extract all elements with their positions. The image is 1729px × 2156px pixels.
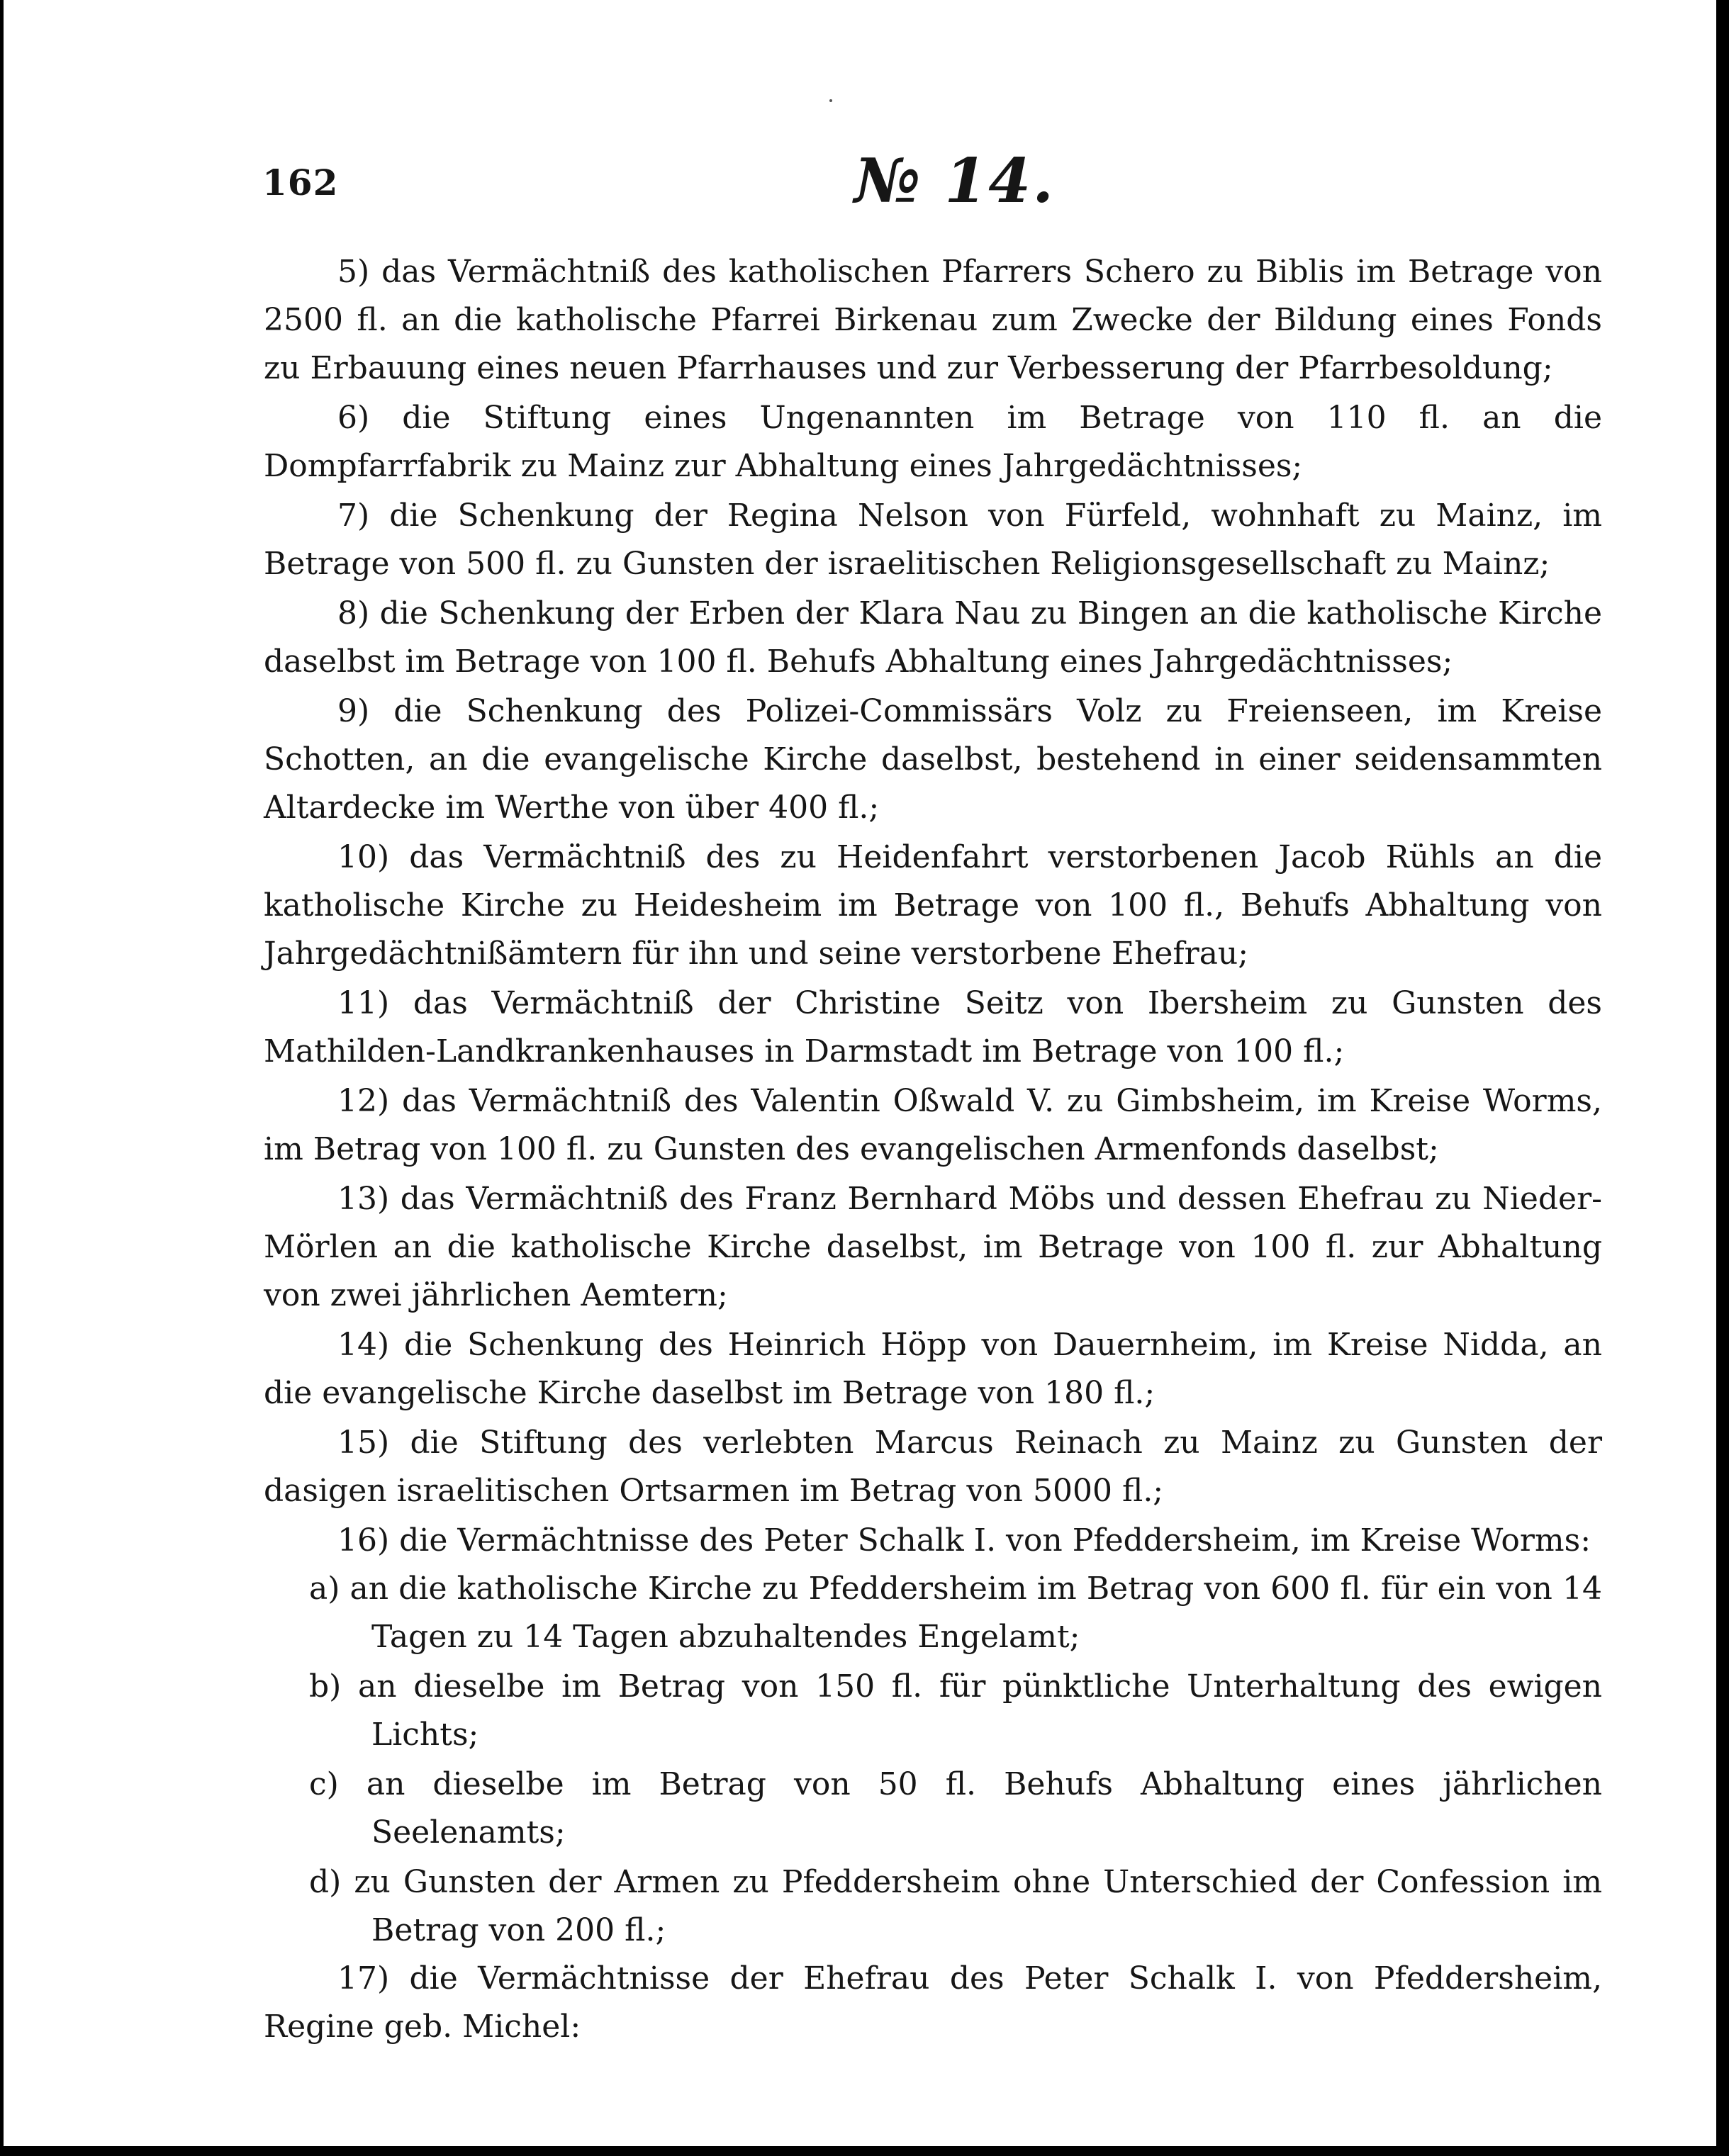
entry-16: 16) die Vermächtnisse des Peter Schalk I. von Pfeddersheim, im Kreise Worms: xyxy=(337,1522,1591,1559)
scan-border-right xyxy=(1716,0,1729,2156)
scan-border-bottom xyxy=(0,2146,1729,2156)
entry-12: 12) das Vermächtniß des Valentin Oßwald V. zu Gimbsheim, im Kreise Worms, im Betrag von 100 fl. zu Gunsten des evangelischen Armenfonds daselbst; xyxy=(264,1083,1602,1167)
entry-8: 8) die Schenkung der Erben der Klara Nau zu Bingen an die katholische Kirche daselbst im Betrage von 100 fl. Behufs Abhaltung eines Jahrgedächtnisses; xyxy=(264,595,1602,680)
page-number: 162 xyxy=(262,162,339,203)
scan-border-left xyxy=(0,0,4,2156)
issue-number: № 14. xyxy=(854,145,1056,217)
sub-entry-d: d) zu Gunsten der Armen zu Pfeddersheim ohne Unterschied der Confession im Betrag von 200 fl.; xyxy=(309,1864,1602,1948)
entry-5: 5) das Vermächtniß des katholischen Pfarrers Schero zu Biblis im Betrage von 2500 fl. an die katholische Pfarrei Birkenau zum Zwecke der Bildung eines Fonds zu Erbauung eines neuen Pfarrhauses und zur Verbesserung der Pfarrbesoldung; xyxy=(264,254,1602,386)
entry-6: 6) die Stiftung eines Ungenannten im Betrage von 110 fl. an die Dompfarrfabrik zu Mainz zur Abhaltung eines Jahrgedächtnisses; xyxy=(264,400,1602,484)
scan-speck xyxy=(829,99,832,102)
entry-15: 15) die Stiftung des verlebten Marcus Reinach zu Mainz zu Gunsten der dasigen israelitischen Ortsarmen im Betrag von 5000 fl.; xyxy=(264,1425,1602,1509)
sub-entry-b: b) an dieselbe im Betrag von 150 fl. für pünktliche Unterhaltung des ewigen Lichts; xyxy=(309,1668,1602,1753)
sub-entry-c: c) an dieselbe im Betrag von 50 fl. Behufs Abhaltung eines jährlichen Seelenamts; xyxy=(309,1766,1602,1851)
document-body xyxy=(264,248,1602,2051)
entry-17: 17) die Vermächtnisse der Ehefrau des Peter Schalk I. von Pfeddersheim, Regine geb. Michel: xyxy=(264,1960,1602,2045)
entry-10: 10) das Vermächtniß des zu Heidenfahrt verstorbenen Jacob Rühls an die katholische Kirche zu Heidesheim im Betrage von 100 fl., Behufs Abhaltung von Jahrgedächtnißämtern für ihn und seine verstorbene Ehefrau; xyxy=(264,839,1602,972)
entry-11: 11) das Vermächtniß der Christine Seitz von Ibersheim zu Gunsten des Mathilden-Landkrankenhauses in Darmstadt im Betrage von 100 fl.; xyxy=(264,985,1602,1069)
entry-14: 14) die Schenkung des Heinrich Höpp von Dauernheim, im Kreise Nidda, an die evangelische Kirche daselbst im Betrage von 180 fl.; xyxy=(264,1327,1602,1411)
entry-13: 13) das Vermächtniß des Franz Bernhard Möbs und dessen Ehefrau zu Nieder-Mörlen an die katholische Kirche daselbst, im Betrage von 100 fl. zur Abhaltung von zwei jährlichen Aemtern; xyxy=(264,1181,1602,1313)
sub-entry-a: a) an die katholische Kirche zu Pfeddersheim im Betrag von 600 fl. für ein von 14 Tagen zu 14 Tagen abzuhaltendes Engelamt; xyxy=(309,1571,1602,1655)
entry-7: 7) die Schenkung der Regina Nelson von Fürfeld, wohnhaft zu Mainz, im Betrage von 500 fl. zu Gunsten der israelitischen Religionsgesellschaft zu Mainz; xyxy=(264,498,1602,582)
entry-9: 9) die Schenkung des Polizei-Commissärs Volz zu Freienseen, im Kreise Schotten, an die evangelische Kirche daselbst, bestehend in einer seidensammten Altardecke im Werthe von über 400 fl.; xyxy=(264,693,1602,826)
